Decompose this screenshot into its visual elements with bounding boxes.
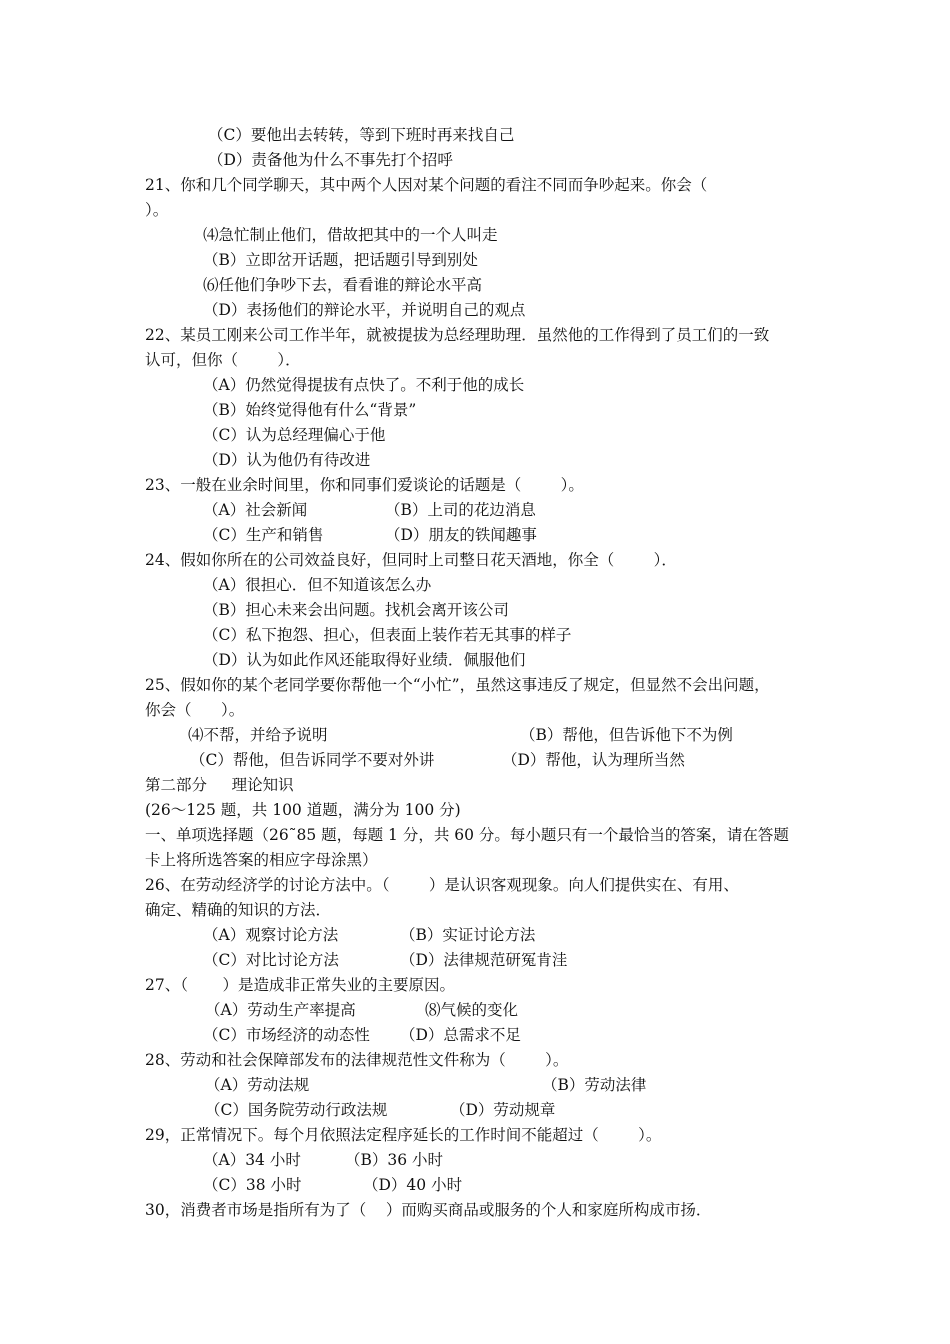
text-line: 24、假如你所在的公司效益良好，但同时上司整日花天酒地，你全（ ）．	[145, 551, 677, 569]
text-line: 一、单项选择题（26˜85 题，每题 1 分，共 60 分。每小题只有一个最恰当的答案，请在答题	[145, 826, 789, 844]
text-line: （A）观察讨论方法	[203, 926, 339, 944]
text-line: 确定、精确的知识的方法．	[145, 901, 332, 919]
text-line: 25、假如你的某个老同学要你帮他一个“小忙”，虽然这事违反了规定，但显然不会出问题，	[145, 676, 770, 694]
text-line: （A）劳动生产率提高	[205, 1001, 356, 1019]
text-line: （C）生产和销售	[203, 526, 324, 544]
text-line: （C）要他出去转转，等到下班时再来找自己	[208, 126, 515, 144]
text-line: （D）认为如此作风还能取得好业绩．佩服他们	[203, 651, 526, 669]
text-line: （A）很担心．但不知道该怎么办	[203, 576, 432, 594]
text-line: （D）认为他仍有待改进	[203, 451, 371, 469]
text-line: 你会（ ）。	[145, 701, 245, 719]
text-line: （D）40 小时	[363, 1176, 463, 1194]
text-line: 26、在劳动经济学的讨论方法中。（ ）是认识客观现象。向人们提供实在、有用、	[145, 876, 739, 894]
text-line: （B）实证讨论方法	[400, 926, 536, 944]
text-line: （D）总需求不足	[400, 1026, 521, 1044]
text-line: （A）34 小时	[203, 1151, 301, 1169]
text-line: ⑷不帮，并给予说明	[188, 726, 328, 744]
text-line: 23、一般在业余时间里，你和同事们爱谈论的话题是（ ）。	[145, 476, 584, 494]
text-line: （D）朋友的铁闻趣事	[385, 526, 537, 544]
text-line: 卡上将所选答案的相应字母涂黑）	[145, 851, 378, 869]
text-line: （A）劳动法规	[205, 1076, 310, 1094]
text-line: ⑹任他们争吵下去，看看谁的辩论水平高	[203, 276, 483, 294]
text-line: 28、劳动和社会保障部发布的法律规范性文件称为（ ）。	[145, 1051, 569, 1069]
text-line: （B）始终觉得他有什么“背景”	[203, 401, 417, 419]
text-line: 认可，但你（ ）．	[145, 351, 301, 369]
text-line: 27、（ ）是造成非正常失业的主要原因。	[145, 976, 455, 994]
text-line: （A）社会新闻	[203, 501, 308, 519]
text-line: （C）帮他，但告诉同学不要对外讲	[190, 751, 435, 769]
text-line: （C）市场经济的动态性	[203, 1026, 370, 1044]
text-line: （C）38 小时	[203, 1176, 302, 1194]
text-line: （B）劳动法律	[542, 1076, 647, 1094]
text-line: （B）立即岔开话题，把话题引导到别处	[203, 251, 478, 269]
text-line: （C）对比讨论方法	[203, 951, 339, 969]
text-line: 29，正常情况下。每个月依照法定程序延长的工作时间不能超过（ ）。	[145, 1126, 662, 1144]
text-line: （D）劳动规章	[450, 1101, 556, 1119]
text-line: 21、你和几个同学聊天，其中两个人因对某个问题的看注不同而争吵起来。你会（	[145, 176, 708, 194]
text-line: （A）仍然觉得提拔有点快了。不利于他的成长	[203, 376, 525, 394]
text-line: （C）私下抱怨、担心，但表面上装作若无其事的样子	[203, 626, 572, 644]
text-line: （C）认为总经理偏心于他	[203, 426, 386, 444]
text-line: ⑻气候的变化	[425, 1001, 519, 1019]
text-line: ⑷急忙制止他们，借故把其中的一个人叫走	[203, 226, 498, 244]
text-line: 22、某员工刚来公司工作半年，就被提拔为总经理助理．虽然他的工作得到了员工们的一致	[145, 326, 770, 344]
text-line: （B）担心未来会出问题。找机会离开该公司	[203, 601, 509, 619]
text-line: （B）36 小时	[345, 1151, 444, 1169]
text-line: ）。	[145, 201, 169, 219]
text-line: （D）表扬他们的辩论水平，并说明自己的观点	[203, 301, 526, 319]
text-line: （C）国务院劳动行政法规	[205, 1101, 388, 1119]
text-line: 30，消费者市场是指所有为了（ ）而购买商品或服务的个人和家庭所构成市扬．	[145, 1201, 712, 1219]
text-line: （B）帮他，但告诉他下不为例	[520, 726, 733, 744]
text-line: (26～125 题，共 100 道题，满分为 100 分)	[145, 801, 461, 819]
text-line: （B）上司的花边消息	[385, 501, 536, 519]
text-line: （D）法律规范研冤肯洼	[400, 951, 568, 969]
section-heading: 第二部分 理论知识	[145, 776, 294, 794]
text-line: （D）帮他，认为理所当然	[502, 751, 685, 769]
text-line: （D）责备他为什么不事先打个招呼	[208, 151, 453, 169]
